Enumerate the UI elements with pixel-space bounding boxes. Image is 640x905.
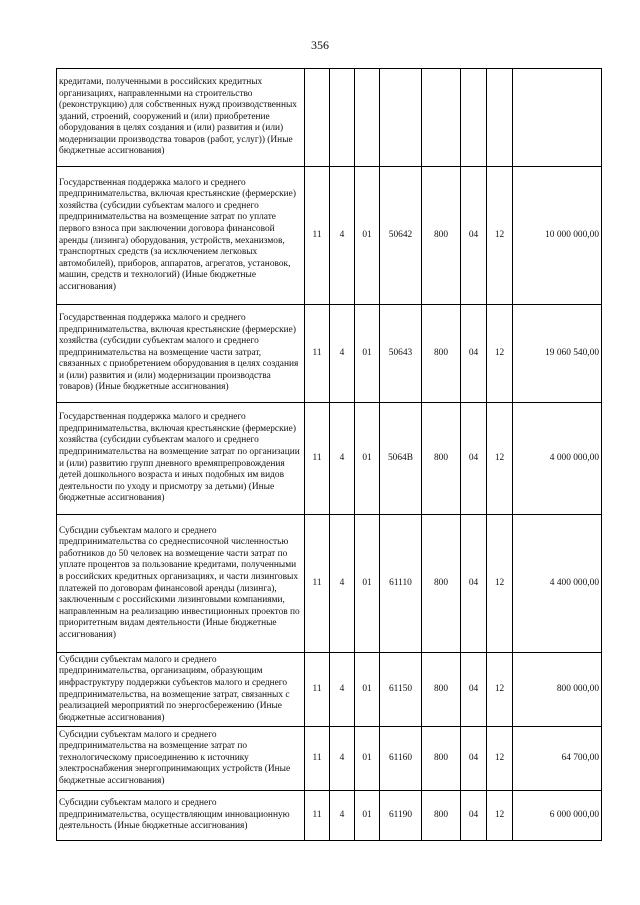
code-cell: 800 bbox=[422, 791, 461, 841]
code-cell bbox=[487, 69, 513, 167]
page-number: 356 bbox=[311, 38, 329, 52]
code-cell: 4 bbox=[330, 167, 355, 305]
code-cell: 12 bbox=[487, 515, 513, 653]
expense-name: Государственная поддержка малого и среднего предпринимательства, включая крестьянские (фермерские) хозяйства (субсидии субъектам малого и среднего предпринимательства на возмещение части затрат, связанных с приобретением оборудования в целях создания и (или) развития и (или) модернизации производства товаров) (Иные бюджетные ассигнования) bbox=[57, 305, 305, 403]
code-cell: 12 bbox=[487, 791, 513, 841]
amount-cell: 800 000,00 bbox=[513, 653, 602, 727]
code-cell: 11 bbox=[305, 403, 330, 515]
code-cell bbox=[380, 69, 422, 167]
code-cell: 11 bbox=[305, 305, 330, 403]
code-cell: 800 bbox=[422, 653, 461, 727]
code-cell: 50643 bbox=[380, 305, 422, 403]
table-row bbox=[57, 403, 602, 515]
code-cell: 4 bbox=[330, 305, 355, 403]
code-cell: 800 bbox=[422, 727, 461, 791]
code-cell bbox=[461, 69, 487, 167]
code-cell: 12 bbox=[487, 727, 513, 791]
code-cell: 04 bbox=[461, 403, 487, 515]
code-cell: 12 bbox=[487, 403, 513, 515]
code-cell: 4 bbox=[330, 515, 355, 653]
budget-table bbox=[56, 68, 602, 841]
code-cell bbox=[305, 69, 330, 167]
code-cell: 61110 bbox=[380, 515, 422, 653]
code-cell: 01 bbox=[355, 305, 380, 403]
code-cell: 4 bbox=[330, 727, 355, 791]
amount-cell: 64 700,00 bbox=[513, 727, 602, 791]
code-cell: 800 bbox=[422, 305, 461, 403]
code-cell: 01 bbox=[355, 653, 380, 727]
code-cell: 12 bbox=[487, 305, 513, 403]
code-cell: 61190 bbox=[380, 791, 422, 841]
expense-name: Субсидии субъектам малого и среднего предпринимательства на возмещение затрат по технологическому присоединению к источнику электроснабжения энергопринимающих устройств (Иные бюджетные ассигнования) bbox=[57, 727, 305, 791]
expense-name: Государственная поддержка малого и среднего предпринимательства, включая крестьянские (фермерские) хозяйства (субсидии субъектам малого и среднего предпринимательства на возмещение затрат по организации и (или) развитию групп дневного времяпрепровождения детей дошкольного возраста и иных подобных им видов деятельности по уходу и присмотру за детьми) (Иные бюджетные ассигнования) bbox=[57, 403, 305, 515]
code-cell: 11 bbox=[305, 653, 330, 727]
expense-name: Субсидии субъектам малого и среднего предпринимательства, осуществляющим инновационную деятельность (Иные бюджетные ассигнования) bbox=[57, 791, 305, 841]
code-cell: 800 bbox=[422, 515, 461, 653]
code-cell: 04 bbox=[461, 515, 487, 653]
code-cell: 4 bbox=[330, 791, 355, 841]
amount-cell: 10 000 000,00 bbox=[513, 167, 602, 305]
table-row bbox=[57, 653, 602, 727]
code-cell: 04 bbox=[461, 791, 487, 841]
table-row bbox=[57, 791, 602, 841]
amount-cell: 4 400 000,00 bbox=[513, 515, 602, 653]
code-cell: 11 bbox=[305, 515, 330, 653]
code-cell: 12 bbox=[487, 167, 513, 305]
code-cell: 01 bbox=[355, 403, 380, 515]
code-cell bbox=[330, 69, 355, 167]
table-row bbox=[57, 167, 602, 305]
amount-cell: 19 060 540,00 bbox=[513, 305, 602, 403]
table-row bbox=[57, 69, 602, 167]
amount-cell: 6 000 000,00 bbox=[513, 791, 602, 841]
table-row bbox=[57, 305, 602, 403]
amount-cell bbox=[513, 69, 602, 167]
code-cell: 01 bbox=[355, 167, 380, 305]
table-row bbox=[57, 727, 602, 791]
expense-name: Субсидии субъектам малого и среднего предпринимательства, организациям, образующим инфраструктуру поддержки субъектов малого и среднего предпринимательства, на возмещение затрат, связанных с реализацией мероприятий по энергосбережению (Иные бюджетные ассигнования) bbox=[57, 653, 305, 727]
code-cell: 01 bbox=[355, 727, 380, 791]
code-cell: 04 bbox=[461, 727, 487, 791]
code-cell: 01 bbox=[355, 791, 380, 841]
code-cell bbox=[422, 69, 461, 167]
expense-name: Государственная поддержка малого и среднего предпринимательства, включая крестьянские (фермерские) хозяйства (субсидии субъектам малого и среднего предпринимательства на возмещение затрат по уплате первого взноса при заключении договора финансовой аренды (лизинга) оборудования, устройств, механизмов, транспортных средств (за исключением легковых автомобилей), приборов, аппаратов, агрегатов, установок, машин, средств и технологий) (Иные бюджетные ассигнования) bbox=[57, 167, 305, 305]
code-cell: 5064В bbox=[380, 403, 422, 515]
code-cell: 11 bbox=[305, 791, 330, 841]
code-cell: 04 bbox=[461, 653, 487, 727]
expense-name: кредитами, полученными в российских кредитных организациях, направленными на строительство (реконструкцию) для собственных нужд производственных зданий, строений, сооружений и (или) приобретение оборудования в целях создания и (или) развития и (или) модернизации производства товаров (работ, услуг)) (Иные бюджетные ассигнования) bbox=[57, 69, 305, 167]
code-cell: 61160 bbox=[380, 727, 422, 791]
expense-name: Субсидии субъектам малого и среднего предпринимательства со среднесписочной численностью работников до 50 человек на возмещение части затрат по уплате процентов за пользование кредитами, полученными в российских кредитных организациях, и части лизинговых платежей по договорам финансовой аренды (лизинга), заключенным с российскими лизинговыми компаниями, направленным на реализацию инвестиционных проектов по приоритетным видам деятельности (Иные бюджетные ассигнования) bbox=[57, 515, 305, 653]
code-cell: 04 bbox=[461, 167, 487, 305]
code-cell: 4 bbox=[330, 403, 355, 515]
code-cell: 04 bbox=[461, 305, 487, 403]
table-row bbox=[57, 515, 602, 653]
code-cell: 11 bbox=[305, 727, 330, 791]
amount-cell: 4 000 000,00 bbox=[513, 403, 602, 515]
code-cell: 11 bbox=[305, 167, 330, 305]
code-cell: 800 bbox=[422, 167, 461, 305]
code-cell: 01 bbox=[355, 515, 380, 653]
code-cell: 12 bbox=[487, 653, 513, 727]
code-cell: 4 bbox=[330, 653, 355, 727]
code-cell bbox=[355, 69, 380, 167]
code-cell: 800 bbox=[422, 403, 461, 515]
code-cell: 61150 bbox=[380, 653, 422, 727]
code-cell: 50642 bbox=[380, 167, 422, 305]
